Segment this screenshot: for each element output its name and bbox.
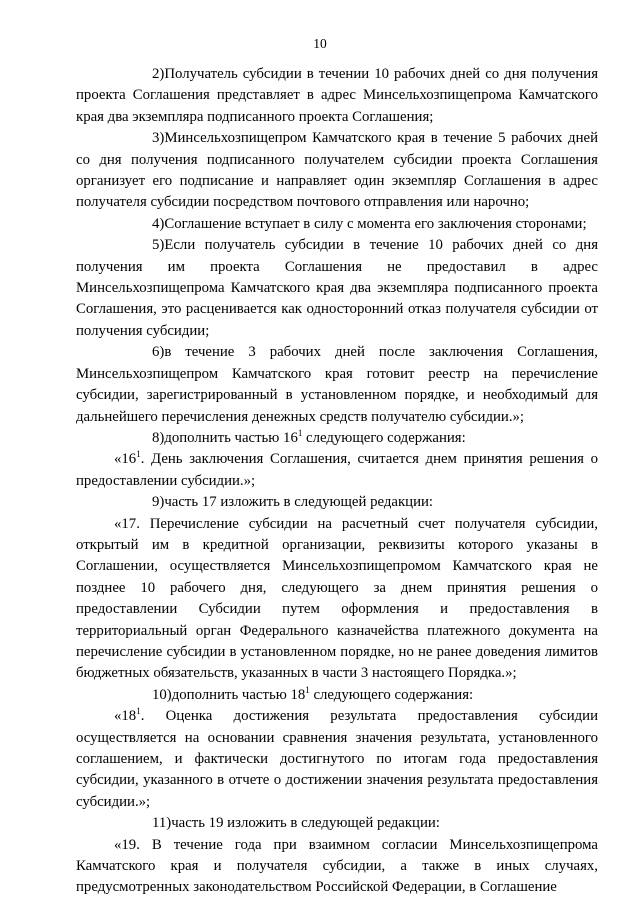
item-number: 2) [152,66,165,82]
paragraph-item-2 [76,64,598,128]
item-number: 3) [152,130,165,147]
paragraph-item-9 [76,492,598,513]
paragraph-text: Если получатель субсидии в течение 10 рабочих дней со дня получения им проекта Соглашения не предоставил в адрес Минсельхозпищепрома Камчатского края два экземпляра подписанного проекта Соглашения, это расценивается как односторонний отказ получателя субсидии от получения субсидии; [76,237,598,339]
item-number: 8) [152,429,165,446]
document-body [76,64,598,899]
paragraph-text: Минсельхозпищепром Камчатского края в течение 5 рабочих дней со дня получения подписанного получателем субсидии проекта Соглашения организует его подписание и направляет один экземпляр Соглашения в адрес получателя субсидии посредством почтового отправления или нарочно; [76,130,598,211]
paragraph-text: дополнить частью 18 [171,686,306,703]
paragraph-text: в течение 3 рабочих дней после заключения Соглашения, Минсельхозпищепром Камчатского края готовит реестр на перечисление субсидии, зарегистрированный в установленном порядке, и необходимый для дальнейшего перечисления денежных средств получателю субсидии.»; [76,344,598,425]
item-number: 9) [152,494,165,511]
paragraph-text-after: . Оценка достижения результата предоставления субсидии осуществляется на основании сравнения значения результата, установленного соглашением, и фактически достигнутого по итогам года предоставления субсидии, указанного в отчете о достижении значения результата предоставления субсидии.»; [76,708,598,810]
item-number: 6) [152,344,165,361]
paragraph-text: Соглашение вступает в силу с момента его заключения сторонами; [164,215,587,232]
item-number: 4) [152,215,165,232]
paragraph-text: «18 [114,708,137,725]
paragraph-text: часть 19 изложить в следующей редакции: [171,815,440,832]
paragraph-text: Получатель субсидии в течении 10 рабочих дней со дня получения проекта Соглашения представляет в адрес Минсельхозпищепрома Камчатского края два экземпляра подписанного проекта Соглашения; [76,66,598,125]
paragraph-item-11 [76,813,598,834]
paragraph-19-text [76,835,598,899]
paragraph-text: дополнить частью 16 [164,429,298,446]
paragraph-text-after: следующего содержания: [302,429,466,446]
paragraph-item-4 [76,214,598,235]
superscript: 1 [136,706,141,717]
superscript: 1 [297,427,303,438]
paragraph-18-1-text [76,706,598,813]
item-number: 5) [152,237,165,254]
paragraph-item-5 [76,235,598,342]
paragraph-17-text [76,514,598,685]
paragraph-item-6 [76,342,598,428]
paragraph-item-3 [76,128,598,214]
paragraph-16-1-text [76,449,598,492]
paragraph-text: «16 [114,451,137,468]
paragraph-text: «17. Перечисление субсидии на расчетный счет получателя субсидии, открытый им в кредитной организации, реквизиты которого указаны в Соглашении, осуществляется Минсельхозпищепромом Камчатского края не позднее 10 рабочего дня, следующего за днем принятия решения о предоставлении Субсидии путем оформления и предоставления в территориальный орган Федерального казначейства платежного документа на перечисление субсидии в установленном порядке, но не ранее доведения лимитов бюджетных обязательств, указанных в части 3 настоящего Порядка.»; [76,515,598,682]
paragraph-item-8 [76,428,598,449]
paragraph-text: часть 17 изложить в следующей редакции: [164,494,434,511]
paragraph-text-after: . День заключения Соглашения, считается днем принятия решения о предоставлении субсидии.»; [76,451,598,489]
paragraph-text-after: следующего содержания: [309,686,474,703]
superscript: 1 [136,449,141,460]
paragraph-text: «19. В течение года при взаимном согласии Минсельхозпищепрома Камчатского края и получателя субсидии, а также в иных случаях, предусмотренных законодательством Российской Федерации, в Соглашение [76,836,598,896]
item-number: 10) [152,686,172,703]
item-number: 11) [152,815,172,832]
page-number: 10 [313,36,327,51]
superscript: 1 [305,684,310,695]
paragraph-item-10 [76,685,598,706]
